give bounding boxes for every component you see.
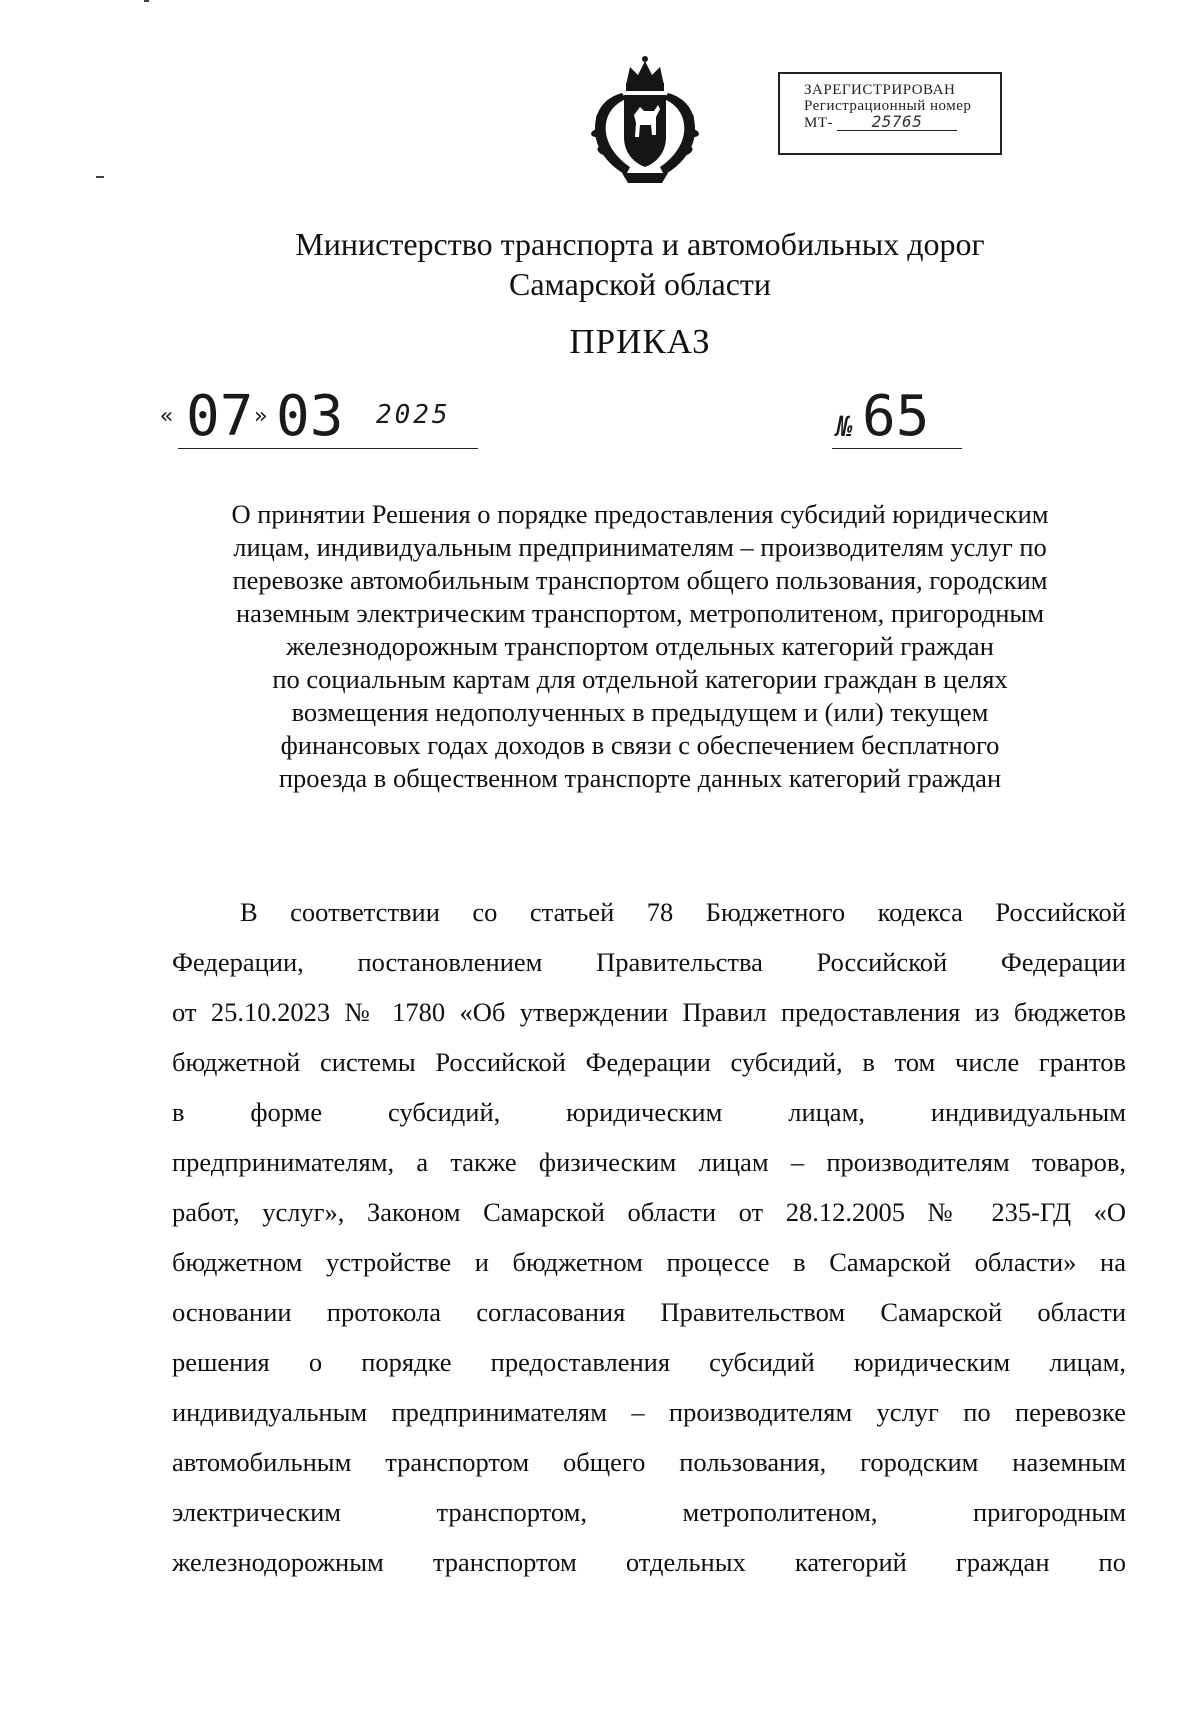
number-value: 65 bbox=[862, 384, 930, 449]
ministry-heading bbox=[0, 224, 1200, 304]
title-line: О принятии Решения о порядке предоставления субсидий юридическим bbox=[231, 499, 1049, 529]
body-line: железнодорожным транспортом отдельных категорий граждан по bbox=[172, 1547, 1126, 1577]
coat-of-arms-emblem bbox=[582, 55, 708, 187]
body-line: решения о порядке предоставления субсидий юридическим лицам, bbox=[172, 1347, 1126, 1377]
date-underline bbox=[178, 448, 478, 449]
registration-stamp bbox=[778, 72, 1002, 155]
body-line: предпринимателям, а также физическим лицам – производителям товаров, bbox=[172, 1147, 1126, 1177]
body-paragraph bbox=[172, 887, 1126, 1587]
order-date bbox=[160, 384, 480, 458]
order-number bbox=[836, 384, 986, 458]
body-line: Федерации, постановлением Правительства Российской Федерации bbox=[172, 947, 1126, 977]
title-line: наземным электрическим транспортом, метрополитеном, пригородным bbox=[236, 598, 1044, 628]
title-line: возмещения недополученных в предыдущем и (или) текущем bbox=[291, 697, 989, 727]
stamp-prefix: МТ- bbox=[804, 115, 833, 131]
stamp-registration-number: 25765 bbox=[837, 114, 957, 131]
order-title bbox=[150, 498, 1130, 795]
body-line: бюджетном устройстве и бюджетном процессе в Самарской области» на bbox=[172, 1247, 1126, 1277]
body-line: от 25.10.2023 № 1780 «Об утверждении Правил предоставления из бюджетов bbox=[172, 997, 1126, 1027]
scan-mark bbox=[144, 0, 149, 2]
stamp-number-row bbox=[804, 114, 1000, 131]
ministry-line-1: Министерство транспорта и автомобильных дорог bbox=[295, 226, 985, 262]
ministry-line-2: Самарской области bbox=[509, 266, 771, 302]
stamp-title: ЗАРЕГИСТРИРОВАН bbox=[804, 82, 956, 98]
date-year: 2025 bbox=[376, 400, 451, 430]
title-line: перевозке автомобильным транспортом общего пользования, городским bbox=[232, 565, 1048, 595]
body-line: бюджетной системы Российской Федерации субсидий, в том числе грантов bbox=[172, 1047, 1126, 1077]
title-line: финансовых годах доходов в связи с обеспечением бесплатного bbox=[280, 730, 1000, 760]
body-line: работ, услуг», Законом Самарской области от 28.12.2005 № 235-ГД «О bbox=[172, 1197, 1126, 1227]
scan-mark bbox=[96, 176, 104, 178]
title-line: проезда в общественном транспорте данных категорий граждан bbox=[278, 763, 1002, 793]
date-close-quote: » bbox=[254, 404, 268, 429]
document-type: ПРИКАЗ bbox=[569, 322, 711, 361]
date-day: 07 bbox=[186, 384, 254, 449]
title-line: железнодорожным транспортом отдельных категорий граждан bbox=[286, 631, 994, 661]
stamp-subtitle: Регистрационный номер bbox=[804, 98, 972, 114]
body-line: основании протокола согласования Правительством Самарской области bbox=[172, 1297, 1126, 1327]
body-line: в форме субсидий, юридическим лицам, индивидуальным bbox=[172, 1097, 1126, 1127]
title-line: лицам, индивидуальным предпринимателям – производителям услуг по bbox=[233, 532, 1047, 562]
number-sign: № bbox=[836, 410, 853, 443]
title-line: по социальным картам для отдельной категории граждан в целях bbox=[272, 664, 1008, 694]
body-line: В соответствии со статьей 78 Бюджетного кодекса Российской bbox=[240, 897, 1126, 927]
date-open-quote: « bbox=[160, 404, 174, 429]
body-line: электрическим транспортом, метрополитеном, пригородным bbox=[172, 1497, 1126, 1527]
body-line: индивидуальным предпринимателям – производителям услуг по перевозке bbox=[172, 1397, 1126, 1427]
body-line: автомобильным транспортом общего пользования, городским наземным bbox=[172, 1447, 1126, 1477]
date-month: 03 bbox=[276, 384, 344, 449]
number-underline bbox=[832, 448, 962, 449]
